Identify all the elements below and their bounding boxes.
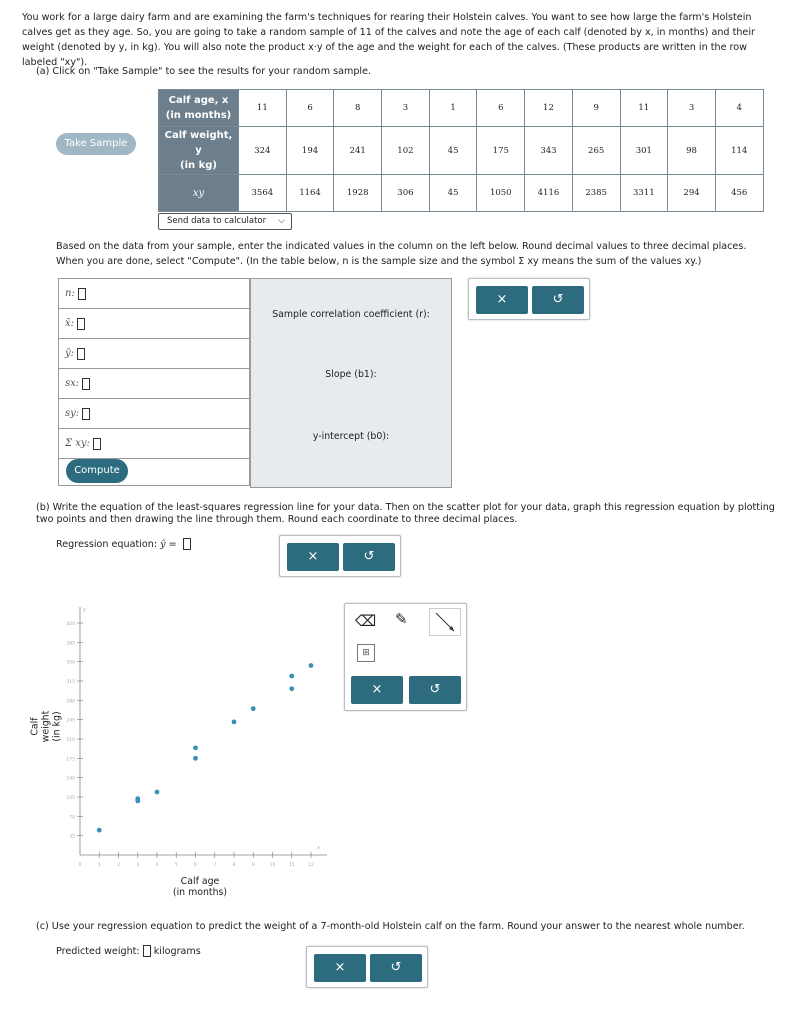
x-tick-label: 3 (136, 863, 140, 868)
x-tick-label: 5 (174, 863, 178, 868)
regression-input[interactable] (183, 538, 191, 550)
part-a-instruction: (a) Click on "Take Sample" to see the results for your random sample. (36, 66, 372, 77)
x-tick-label: 1 (97, 863, 101, 868)
x-tick-label: 0 (78, 863, 82, 868)
xy-cell: 1928 (334, 175, 382, 212)
intro-text: You work for a large dairy farm and are examining the farm's techniques for rearing their Holstein calves. You want to see how large the farm's Holstein calves get as they age. So, you are going to take a random sample of 11 of the calves and note the age of each calf (denoted by x, in months) and their weight (denoted by y, in kg). You will also note the product x·y of the age and the weight for each of the calves. (These products are written in the row labeled "xy"). (22, 12, 755, 68)
age-cell: 6 (477, 90, 525, 127)
sx-input[interactable] (82, 378, 90, 390)
table-tool-icon[interactable]: ⊞ (357, 644, 375, 662)
data-point (289, 686, 294, 691)
reset-button[interactable]: ↺ (370, 954, 422, 982)
x-bar-row: x̄: (59, 309, 249, 339)
weight-header: Calf weight, y (in kg) (159, 127, 239, 175)
xy-cell: 4116 (525, 175, 573, 212)
data-point (155, 790, 160, 795)
age-cell: 8 (334, 90, 382, 127)
age-cell: 3 (668, 90, 716, 127)
x-bar-input[interactable] (77, 318, 85, 330)
compute-button[interactable]: Compute (66, 459, 128, 483)
x-tick-label: 4 (155, 863, 159, 868)
pencil-icon[interactable]: ✎ (395, 610, 408, 628)
age-cell: 11 (620, 90, 668, 127)
y-tick-label: 210 (66, 738, 75, 743)
y-tick-label: 175 (66, 757, 75, 763)
correlation-label: Sample correlation coefficient (r): (272, 309, 430, 320)
age-cell: 1 (429, 90, 477, 127)
instructions-text: Based on the data from your sample, enter the indicated values in the column on the left below. Round decimal values to three decimal places. When you are done, select "Compute". (In the table below, n is the sample size and the symbol Σ xy means the sum of the values xy.) (56, 241, 747, 267)
sy-row: sy: (59, 399, 249, 429)
n-row: n: (59, 279, 249, 309)
weight-cell: 114 (715, 127, 763, 175)
xy-header: xy (159, 175, 239, 212)
xy-cell: 294 (668, 175, 716, 212)
sample-table (158, 89, 764, 212)
predicted-weight: Predicted weight: kilograms (56, 946, 201, 957)
clear-button[interactable]: × (351, 676, 403, 704)
age-cell: 3 (382, 90, 430, 127)
reset-button[interactable]: ↺ (409, 676, 461, 704)
weight-cell: 45 (429, 127, 477, 175)
send-to-calculator-select[interactable]: Send data to calculator ⌵ (158, 213, 292, 230)
y-axis-letter: y (83, 607, 86, 613)
sx-row: sx: (59, 369, 249, 399)
y-tick-label: 105 (66, 796, 75, 801)
age-cell: 4 (715, 90, 763, 127)
x-axis-letter: x (317, 845, 320, 851)
weight-cell: 102 (382, 127, 430, 175)
intercept-label: y-intercept (b0): (312, 431, 390, 442)
slope-label: Slope (b1): (325, 369, 377, 380)
age-cell: 6 (286, 90, 334, 127)
data-point (289, 674, 294, 679)
answer-toolbar-a (468, 278, 590, 320)
data-point (193, 756, 198, 761)
y-tick-label: 70 (69, 815, 75, 821)
clear-button[interactable]: × (476, 286, 528, 314)
data-point (135, 798, 140, 803)
xy-cell: 456 (715, 175, 763, 212)
scatter-plot[interactable] (0, 590, 340, 880)
eraser-icon[interactable]: ⌫ (355, 612, 377, 630)
age-header: Calf age, x (in months) (159, 90, 239, 127)
weight-cell: 301 (620, 127, 668, 175)
weight-cell: 194 (286, 127, 334, 175)
x-tick-label: 2 (117, 863, 120, 868)
weight-cell: 343 (525, 127, 573, 175)
data-point (97, 828, 102, 833)
x-tick-label: 6 (194, 863, 197, 868)
x-tick-label: 9 (251, 863, 255, 868)
chevron-down-icon: ⌵ (278, 216, 285, 226)
data-point (251, 706, 256, 711)
sum-xy-row: Σ xy: (59, 429, 249, 459)
weight-cell: 324 (239, 127, 287, 175)
n-input[interactable] (78, 288, 86, 300)
clear-button[interactable]: × (314, 954, 366, 982)
y-tick-label: 350 (66, 660, 75, 666)
weight-cell: 98 (668, 127, 716, 175)
data-point (309, 663, 314, 668)
weight-cell: 241 (334, 127, 382, 175)
x-tick-label: 8 (232, 863, 236, 868)
reset-button[interactable]: ↺ (343, 543, 395, 571)
statistics-input-panel (58, 278, 250, 486)
age-cell: 9 (572, 90, 620, 127)
y-tick-label: 315 (66, 680, 75, 685)
y-tick-label: 420 (66, 622, 75, 627)
y-tick-label: 385 (66, 641, 75, 647)
xy-cell: 45 (429, 175, 477, 212)
x-tick-label: 12 (308, 863, 314, 868)
x-tick-label: 11 (288, 863, 295, 868)
age-cell: 12 (525, 90, 573, 127)
weight-cell: 175 (477, 127, 525, 175)
xy-cell: 2385 (572, 175, 620, 212)
clear-button[interactable]: × (287, 543, 339, 571)
xy-cell: 1050 (477, 175, 525, 212)
sy-input[interactable] (82, 408, 90, 420)
x-tick-label: 10 (269, 863, 276, 868)
xy-cell: 3311 (620, 175, 668, 212)
regression-equation: Regression equation: ŷ = (56, 538, 191, 550)
xy-cell: 306 (382, 175, 430, 212)
y-tick-label: 280 (66, 699, 75, 705)
reset-button[interactable]: ↺ (532, 286, 584, 314)
data-point (232, 719, 237, 724)
y-axis-label: Calf weight (in kg) (29, 710, 63, 743)
weight-cell: 265 (572, 127, 620, 175)
sum-xy-input[interactable] (93, 438, 101, 450)
y-bar-row: ȳ: (59, 339, 249, 369)
x-axis-label: Calf age (in months) (172, 876, 228, 898)
age-cell: 11 (239, 90, 287, 127)
line-tool-icon[interactable] (429, 608, 461, 636)
answer-toolbar-b (279, 535, 401, 577)
graph-tools-panel (344, 603, 467, 711)
answer-toolbar-c (306, 946, 428, 988)
y-tick-label: 140 (66, 776, 75, 782)
results-panel (250, 278, 452, 488)
part-c-instruction: (c) Use your regression equation to predict the weight of a 7-month-old Holstein calf on the farm. Round your answer to the nearest whole number. (36, 921, 745, 932)
take-sample-button[interactable]: Take Sample (56, 133, 136, 155)
data-point (193, 745, 198, 750)
y-tick-label: 245 (66, 718, 75, 724)
x-tick-label: 7 (213, 863, 217, 868)
predicted-weight-input[interactable] (143, 945, 151, 957)
xy-cell: 3564 (239, 175, 287, 212)
y-tick-label: 35 (69, 834, 75, 840)
part-b-instruction: (b) Write the equation of the least-squares regression line for your data. Then on the scatter plot for your data, graph this regression equation by plotting two points and then drawing the line through them. Round each coordinate to three decimal places. (36, 502, 775, 525)
xy-cell: 1164 (286, 175, 334, 212)
y-bar-input[interactable] (77, 348, 85, 360)
